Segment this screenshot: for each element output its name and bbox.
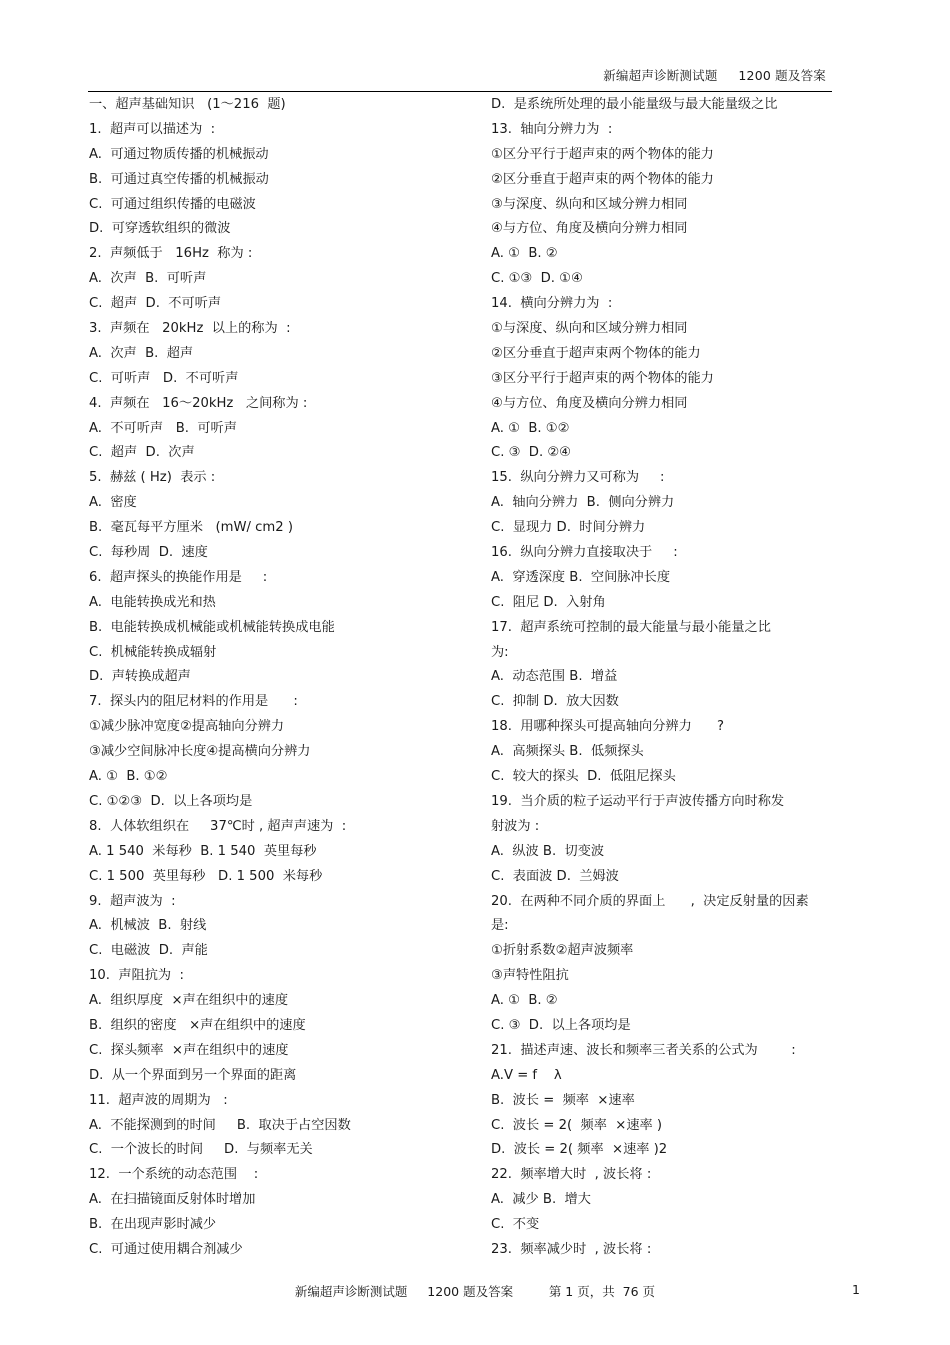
- text-line: ③减少空间脉冲长度④提高横向分辨力: [89, 744, 311, 760]
- text-line: 8. 人体软组织在 37℃时 , 超声声速为 :: [89, 818, 347, 834]
- text-line: A. 在扫描镜面反射体时增加: [89, 1192, 256, 1208]
- text-line: B. 电能转换成机械能或机械能转换成电能: [89, 619, 335, 635]
- text-line: C. 不变: [491, 1217, 540, 1233]
- text-line: C. 波长 = 2( 频率 ×速率 ): [491, 1117, 663, 1133]
- text-line: 18. 用哪种探头可提高轴向分辨力 ?: [491, 719, 724, 735]
- text-line: B. 在出现声影时减少: [89, 1217, 217, 1233]
- text-line: B. 毫瓦每平方厘米 (mW/ cm2 ): [89, 520, 293, 536]
- page-footer: 新编超声诊断测试题 1200 题及答案 第 1 页，共 76 页: [294, 1284, 656, 1299]
- text-line: A. ① B. ①②: [491, 420, 570, 436]
- text-line: A. 动态范围 B. 增益: [491, 669, 618, 685]
- text-line: C. 可通过使用耦合剂减少: [89, 1241, 243, 1257]
- text-line: 22. 频率增大时 , 波长将 :: [491, 1167, 652, 1183]
- text-line: 1. 超声可以描述为 :: [89, 121, 216, 137]
- text-line: C. ③ D. 以上各项均是: [491, 1017, 631, 1033]
- text-line: ①区分平行于超声束的两个物体的能力: [491, 146, 714, 162]
- text-line: D. 波长 = 2( 频率 ×速率 )2: [491, 1142, 668, 1158]
- running-header-title: 新编超声诊断测试题 1200 题及答案: [603, 68, 826, 83]
- text-line: 14. 横向分辨力为 :: [491, 296, 613, 312]
- right-column: [491, 93, 843, 1263]
- text-line: ①减少脉冲宽度②提高轴向分辨力: [89, 719, 285, 735]
- text-line: C. 一个波长的时间 D. 与频率无关: [89, 1142, 313, 1158]
- text-line: C. 抑制 D. 放大因数: [491, 694, 619, 710]
- text-line: C. 显现力 D. 时间分辨力: [491, 520, 646, 536]
- left-column: [89, 93, 481, 1263]
- text-line: 15. 纵向分辨力又可称为 :: [491, 470, 665, 486]
- text-line: C. 电磁波 D. 声能: [89, 943, 208, 959]
- text-line: 20. 在两种不同介质的界面上 , 决定反射量的因素: [491, 893, 809, 909]
- text-line: A. 不能探测到的时间 B. 取决于占空因数: [89, 1117, 351, 1133]
- text-line: 是:: [491, 918, 509, 934]
- text-line: D. 可穿透软组织的微波: [89, 221, 231, 237]
- text-line: 3. 声频在 20kHz 以上的称为 :: [89, 321, 291, 337]
- text-line: A. ① B. ①②: [89, 769, 168, 785]
- text-line: 16. 纵向分辨力直接取决于 :: [491, 545, 678, 561]
- text-line: C. 机械能转换成辐射: [89, 644, 217, 660]
- text-line: B. 组织的密度 ×声在组织中的速度: [89, 1017, 306, 1033]
- text-line: A. 1 540 米每秒 B. 1 540 英里每秒: [89, 843, 317, 859]
- text-line: C. 超声 D. 次声: [89, 445, 195, 461]
- text-line: A. 不可听声 B. 可听声: [89, 420, 237, 436]
- text-line: B. 波长 = 频率 ×速率: [491, 1092, 635, 1108]
- text-line: ③与深度、纵向和区域分辨力相同: [491, 196, 688, 212]
- text-line: 13. 轴向分辨力为 :: [491, 121, 613, 137]
- text-line: C. 超声 D. 不可听声: [89, 296, 222, 312]
- text-line: C. 探头频率 ×声在组织中的速度: [89, 1042, 289, 1058]
- text-line: 21. 描述声速、波长和频率三者关系的公式为 :: [491, 1042, 796, 1058]
- text-line: A. 可通过物质传播的机械振动: [89, 146, 269, 162]
- text-line: ①折射系数②超声波频率: [491, 943, 634, 959]
- text-line: 射波为 :: [491, 818, 540, 834]
- text-line: A. 穿透深度 B. 空间脉冲长度: [491, 569, 671, 585]
- text-line: C. ①②③ D. 以上各项均是: [89, 793, 253, 809]
- text-line: A. ① B. ②: [491, 246, 558, 262]
- text-line: 7. 探头内的阻尼材料的作用是 :: [89, 694, 298, 710]
- text-line: C. ①③ D. ①④: [491, 271, 583, 287]
- text-line: A.V = f λ: [491, 1067, 562, 1083]
- text-line: A. 次声 B. 可听声: [89, 271, 207, 287]
- text-line: A. 轴向分辨力 B. 侧向分辨力: [491, 495, 675, 511]
- text-line: 6. 超声探头的换能作用是 :: [89, 569, 268, 585]
- text-line: C. 较大的探头 D. 低阻尼探头: [491, 769, 676, 785]
- header-divider: [88, 91, 832, 92]
- text-line: 11. 超声波的周期为 :: [89, 1092, 228, 1108]
- text-line: A. 减少 B. 增大: [491, 1192, 591, 1208]
- text-line: 为:: [491, 644, 509, 660]
- text-line: ②区分垂直于超声束的两个物体的能力: [491, 171, 714, 187]
- page-number: 1: [852, 1282, 860, 1297]
- text-line: A. 电能转换成光和热: [89, 594, 216, 610]
- text-line: 5. 赫兹 ( Hz) 表示 :: [89, 470, 216, 486]
- text-line: A. 密度: [89, 495, 137, 511]
- text-line: C. 可通过组织传播的电磁波: [89, 196, 256, 212]
- text-line: A. 次声 B. 超声: [89, 345, 194, 361]
- text-line: C. ③ D. ②④: [491, 445, 571, 461]
- text-line: D. 从一个界面到另一个界面的距离: [89, 1067, 297, 1083]
- text-line: D. 是系统所处理的最小能量级与最大能量级之比: [491, 97, 778, 112]
- text-line: 一、超声基础知识 (1～216 题): [89, 97, 286, 112]
- text-line: 10. 声阻抗为 :: [89, 968, 184, 984]
- text-line: 19. 当介质的粒子运动平行于声波传播方向时称发: [491, 793, 785, 809]
- text-line: 12. 一个系统的动态范围 :: [89, 1167, 259, 1183]
- text-line: ③区分平行于超声束的两个物体的能力: [491, 370, 714, 386]
- text-line: C. 表面波 D. 兰姆波: [491, 868, 619, 884]
- text-line: ①与深度、纵向和区域分辨力相同: [491, 321, 688, 337]
- text-line: C. 可听声 D. 不可听声: [89, 370, 239, 386]
- text-line: 2. 声频低于 16Hz 称为 :: [89, 246, 253, 262]
- text-line: 9. 超声波为 :: [89, 893, 176, 909]
- text-line: C. 阻尼 D. 入射角: [491, 594, 606, 610]
- text-line: 23. 频率减少时 , 波长将 :: [491, 1241, 652, 1257]
- text-line: A. 纵波 B. 切变波: [491, 843, 605, 859]
- text-line: A. 机械波 B. 射线: [89, 918, 207, 934]
- text-line: C. 1 500 英里每秒 D. 1 500 米每秒: [89, 868, 323, 884]
- text-line: ④与方位、角度及横向分辨力相同: [491, 395, 688, 411]
- text-line: 17. 超声系统可控制的最大能量与最小能量之比: [491, 619, 771, 635]
- text-line: A. 高频探头 B. 低频探头: [491, 744, 644, 760]
- text-line: A. 组织厚度 ×声在组织中的速度: [89, 993, 289, 1009]
- text-line: ②区分垂直于超声束两个物体的能力: [491, 345, 701, 361]
- text-line: D. 声转换成超声: [89, 669, 191, 685]
- text-line: ④与方位、角度及横向分辨力相同: [491, 221, 688, 237]
- text-line: C. 每秒周 D. 速度: [89, 545, 208, 561]
- text-line: 4. 声频在 16～20kHz 之间称为 :: [89, 395, 308, 411]
- text-line: B. 可通过真空传播的机械振动: [89, 171, 269, 187]
- text-line: A. ① B. ②: [491, 993, 558, 1009]
- text-line: ③声特性阻抗: [491, 968, 569, 984]
